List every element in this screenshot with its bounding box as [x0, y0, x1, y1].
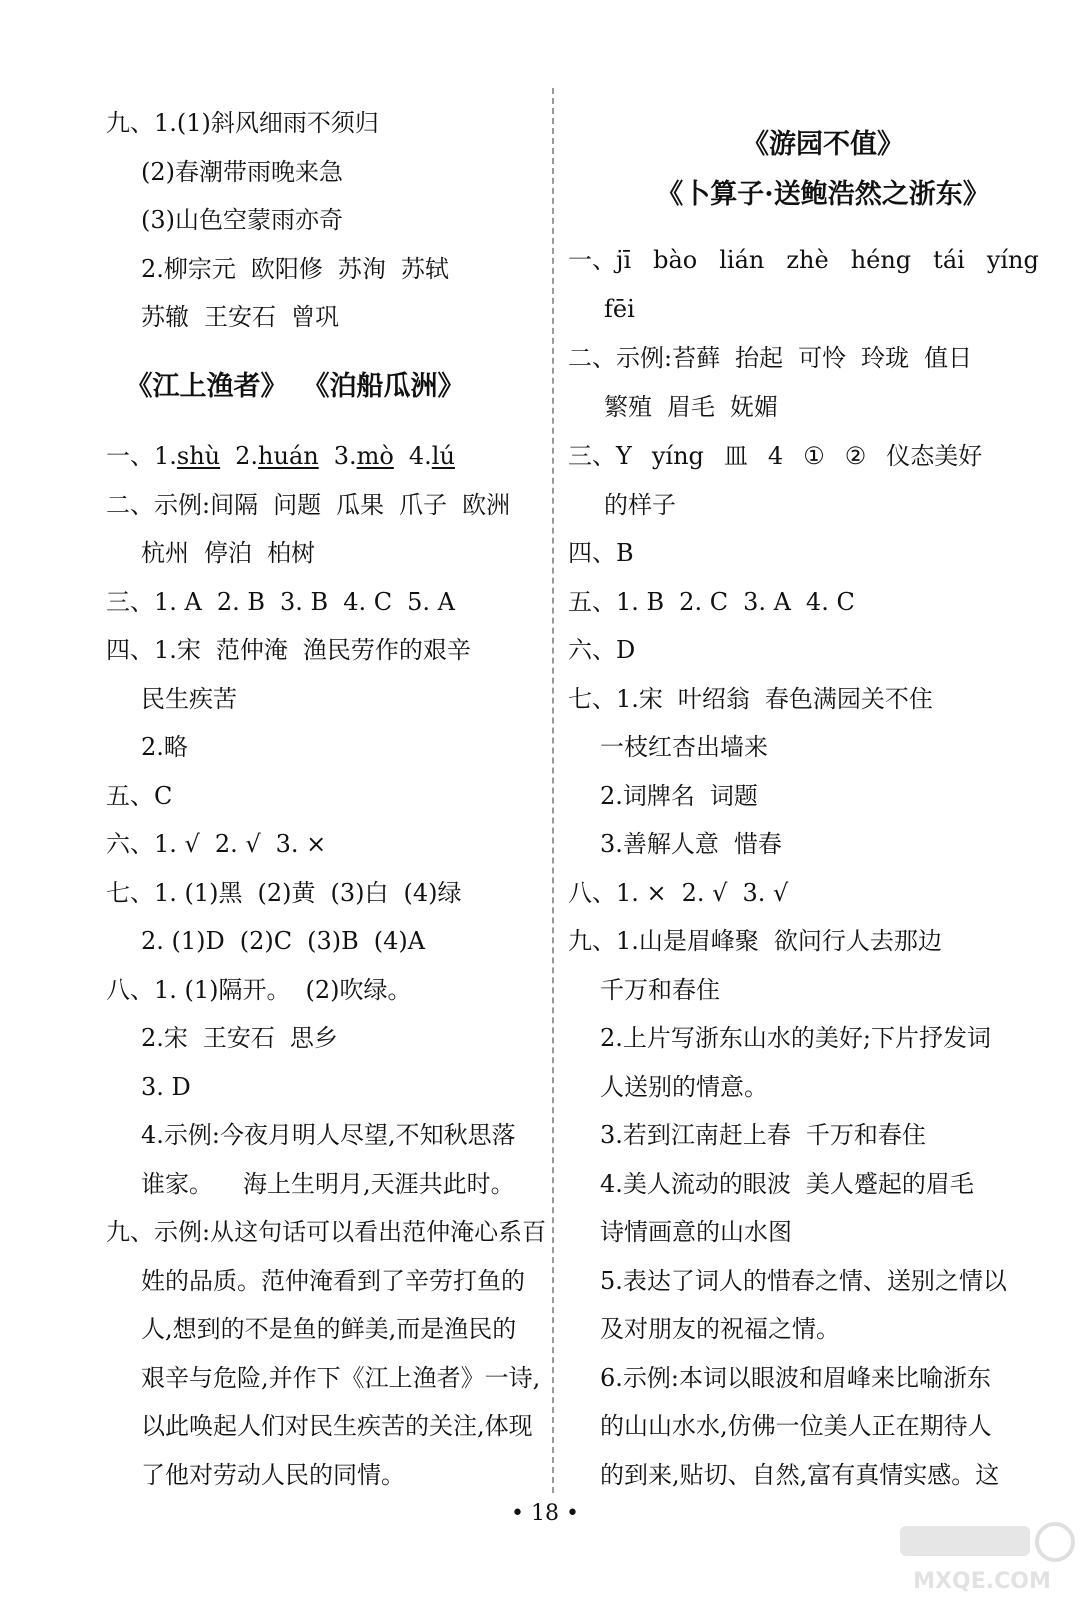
- answer-line: 谁家。 海上生明月,天涯共此时。: [141, 1170, 515, 1198]
- answer-line: 六、1. √ 2. √ 3. ×: [106, 830, 327, 858]
- watermark-logo: [880, 1518, 1085, 1596]
- section-title: 《卜算子·送鲍浩然之浙东》: [656, 179, 990, 210]
- section-title: 《江上渔者》 《泊船瓜洲》: [125, 371, 465, 402]
- answer-line: 一枝红杏出墙来: [600, 733, 768, 761]
- answer-line: 五、C: [106, 782, 173, 810]
- answer-line: 苏辙 王安石 曾巩: [141, 303, 339, 331]
- answer-line: 4.美人流动的眼波 美人蹙起的眉毛: [600, 1170, 974, 1198]
- section-title: 《游园不值》: [742, 129, 904, 160]
- page-number: • 18 •: [511, 1501, 579, 1526]
- watermark-text: MXQE.COM: [913, 1569, 1051, 1594]
- answer-line: 2.宋 王安石 思乡: [141, 1024, 338, 1052]
- answer-line: 艰辛与危险,并作下《江上渔者》一诗,: [141, 1364, 541, 1392]
- answer-line: 2.略: [141, 733, 188, 761]
- answer-line: 三、1. A 2. B 3. B 4. C 5. A: [106, 588, 455, 616]
- answer-line: 繁殖 眉毛 妩媚: [604, 393, 778, 421]
- answer-line: 2.词牌名 词题: [600, 782, 758, 810]
- answer-line: 3.善解人意 惜春: [600, 830, 782, 858]
- answer-line: (3)山色空蒙雨亦奇: [141, 206, 343, 234]
- answer-line: 人,想到的不是鱼的鲜美,而是渔民的: [141, 1315, 517, 1343]
- answer-line: 5.表达了词人的惜春之情、送别之情以: [600, 1267, 1007, 1295]
- answer-line: 五、1. B 2. C 3. A 4. C: [568, 588, 855, 616]
- answer-line: 2. (1)D (2)C (3)B (4)A: [141, 927, 426, 955]
- answer-line: 的山山水水,仿佛一位美人正在期待人: [600, 1412, 992, 1440]
- answer-line: 八、1. × 2. √ 3. √: [568, 879, 789, 907]
- answer-line: 八、1. (1)隔开。 (2)吹绿。: [106, 976, 412, 1004]
- answer-line: 九、示例:从这句话可以看出范仲淹心系百: [106, 1218, 547, 1246]
- answer-line: 2.上片写浙东山水的美好;下片抒发词: [600, 1024, 991, 1052]
- answer-line: 一、1.shù 2.huán 3.mò 4.lú: [106, 442, 455, 470]
- answer-line: 七、1.宋 叶绍翁 春色满园关不住: [568, 685, 933, 713]
- answer-line: 了他对劳动人民的同情。: [141, 1461, 405, 1489]
- answer-line: 二、示例:间隔 问题 瓜果 爪子 欧洲: [106, 491, 511, 519]
- answer-line: 诗情画意的山水图: [600, 1218, 792, 1246]
- answer-line: 民生疾苦: [141, 685, 237, 713]
- answer-line: 一、jī bào lián zhè héng tái yíng: [568, 246, 1039, 274]
- answer-line: 杭州 停泊 柏树: [141, 539, 315, 567]
- answer-line: 三、Y yíng 皿 4 ① ② 仪态美好: [568, 442, 983, 470]
- answer-line: 3.若到江南赶上春 千万和春住: [600, 1121, 926, 1149]
- answer-line: 的样子: [604, 491, 676, 519]
- answer-line: 二、示例:苔藓 抬起 可怜 玲珑 值日: [568, 344, 973, 372]
- answer-line: 四、1.宋 范仲淹 渔民劳作的艰辛: [106, 636, 471, 664]
- answer-line: 3. D: [141, 1073, 191, 1101]
- answer-line: 4.示例:今夜月明人尽望,不知秋思落: [141, 1121, 516, 1149]
- answer-line: 姓的品质。范仲淹看到了辛劳打鱼的: [141, 1267, 525, 1295]
- answer-line: 七、1. (1)黑 (2)黄 (3)白 (4)绿: [106, 879, 462, 907]
- answer-line: 千万和春住: [600, 976, 720, 1004]
- answer-line: 九、1.(1)斜风细雨不须归: [106, 109, 379, 137]
- answer-line: 六、D: [568, 636, 636, 664]
- answer-line: 九、1.山是眉峰聚 欲问行人去那边: [568, 927, 942, 955]
- answer-line: 及对朋友的祝福之情。: [600, 1315, 840, 1343]
- answer-line: 四、B: [568, 539, 634, 567]
- column-divider: [552, 88, 554, 1493]
- answer-line: 2.柳宗元 欧阳修 苏洵 苏轼: [141, 255, 449, 283]
- answer-line: fēi: [604, 295, 635, 323]
- answer-line: (2)春潮带雨晚来急: [141, 158, 343, 186]
- answer-line: 的到来,贴切、自然,富有真情实感。这: [600, 1461, 1000, 1489]
- answer-line: 人送别的情意。: [600, 1073, 768, 1101]
- answer-line: 以此唤起人们对民生疾苦的关注,体现: [141, 1412, 533, 1440]
- answer-line: 6.示例:本词以眼波和眉峰来比喻浙东: [600, 1364, 991, 1392]
